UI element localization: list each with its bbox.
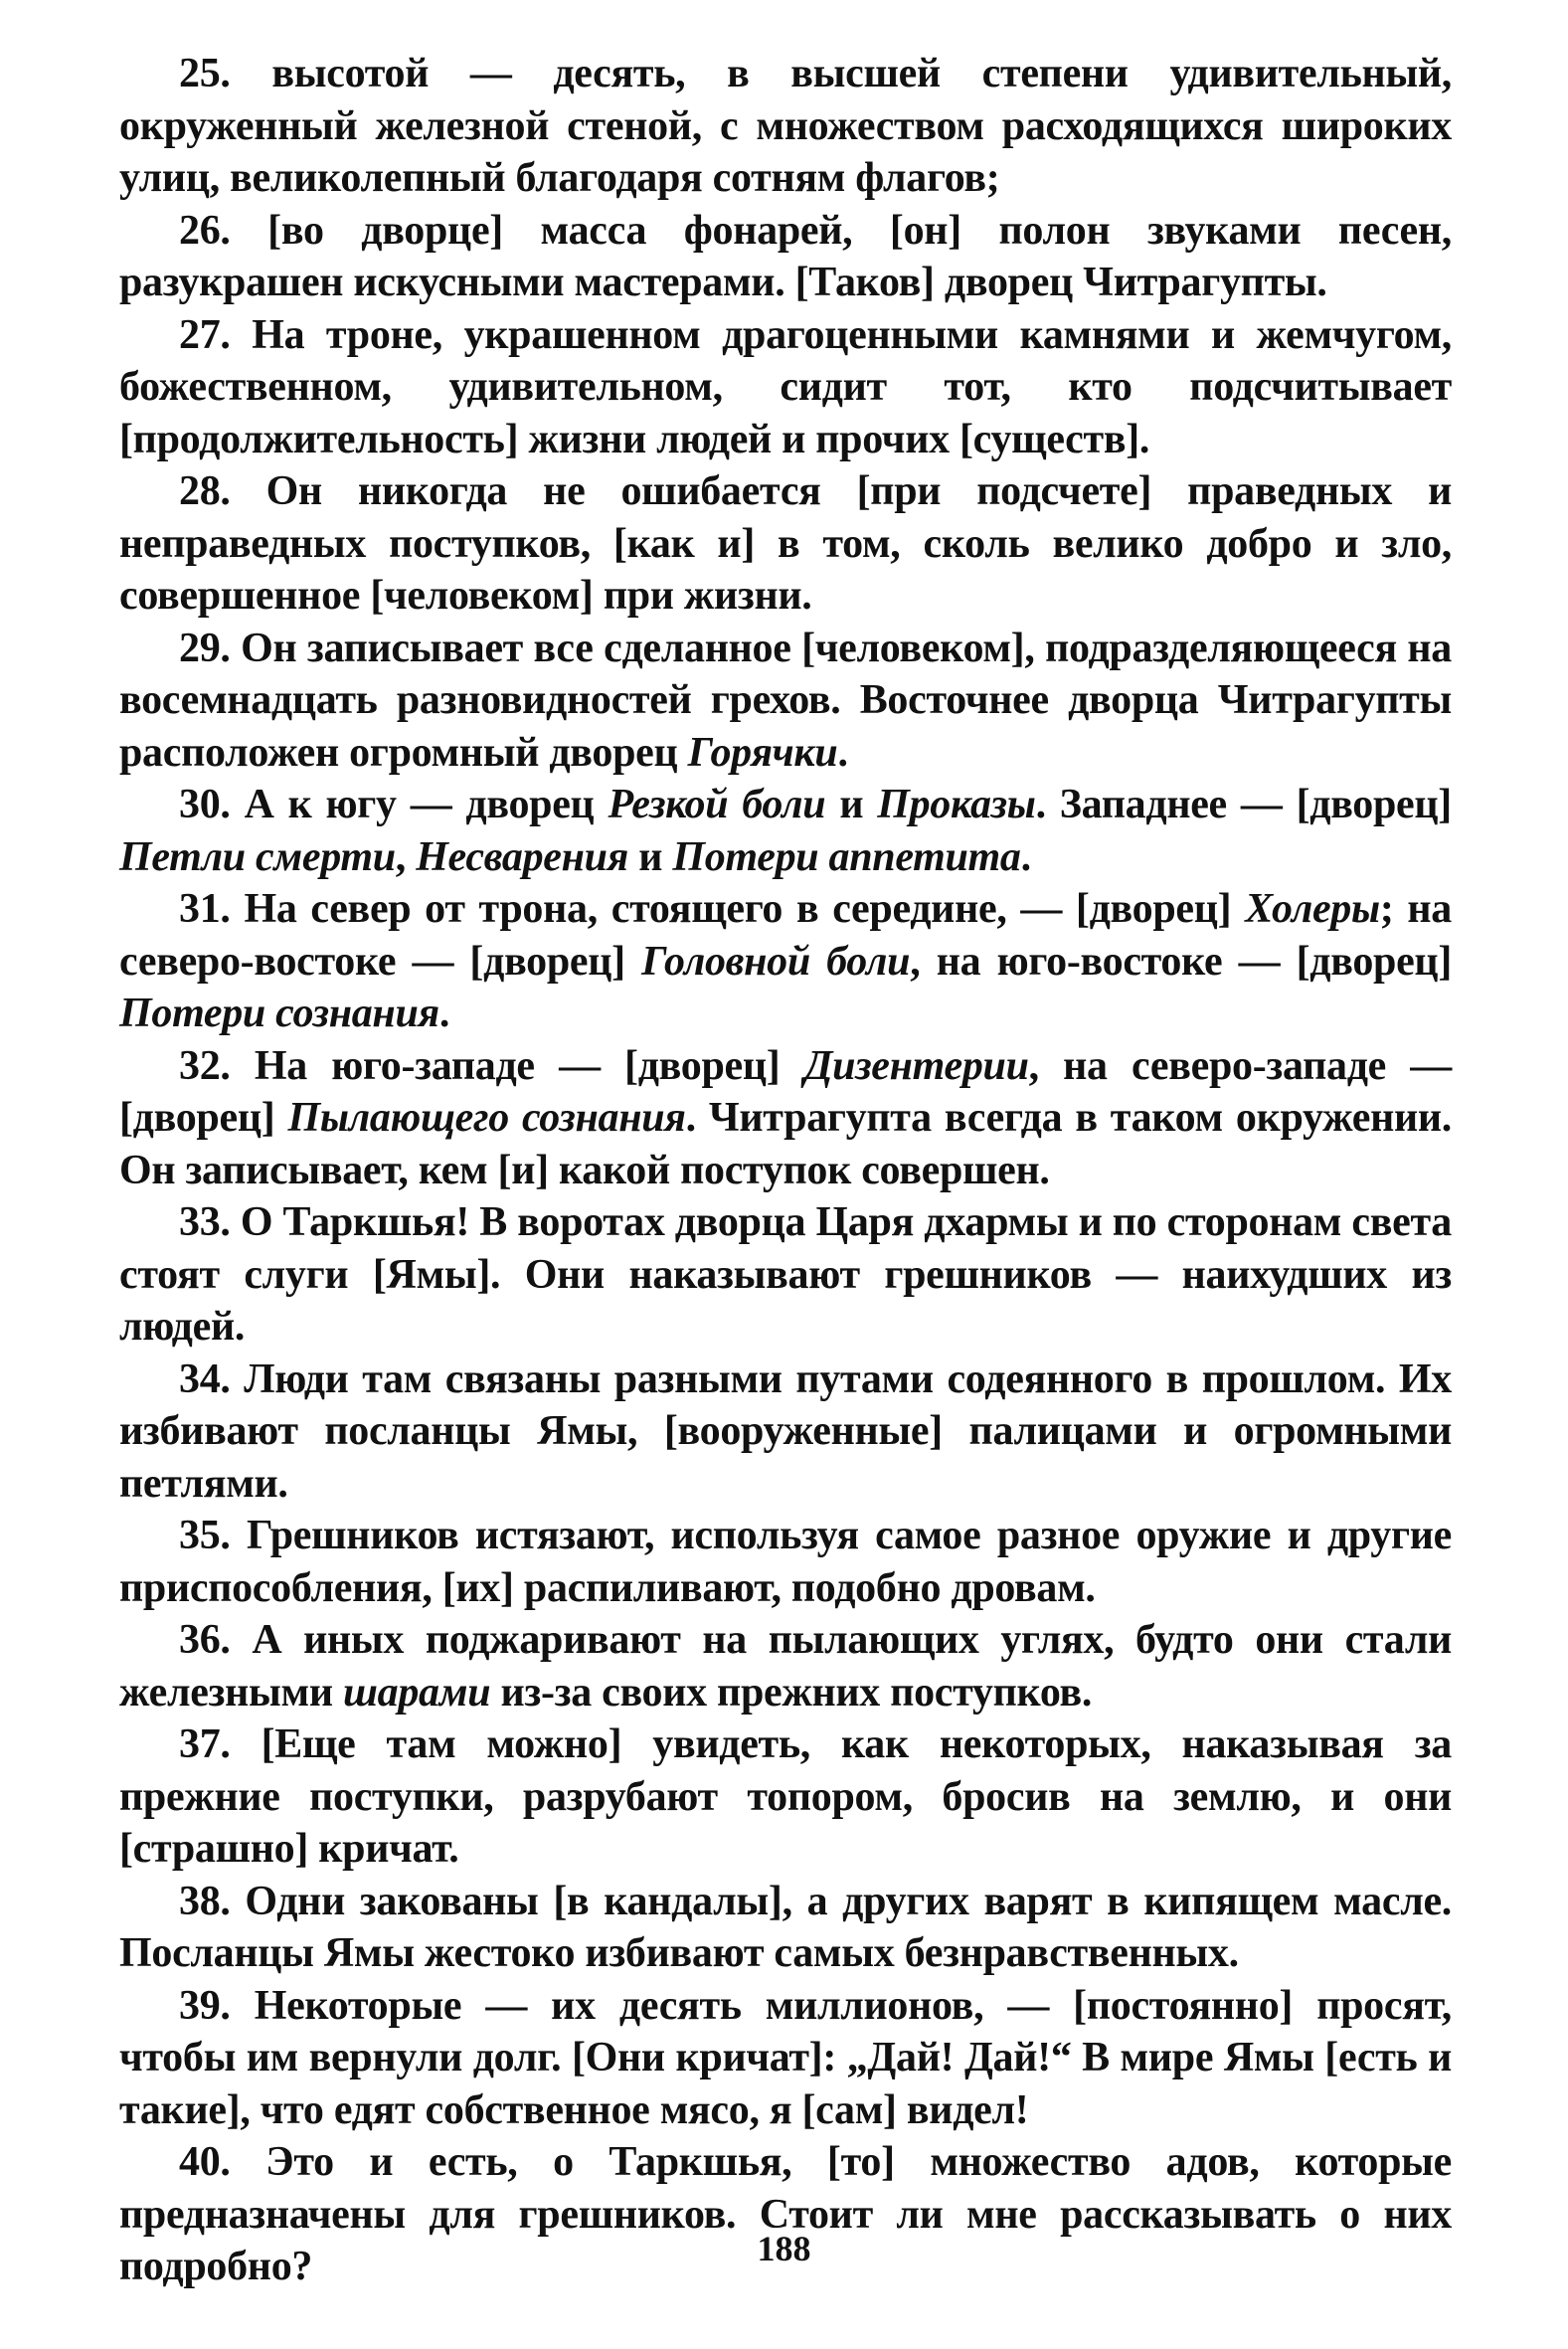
text-run: 27. На троне, украшенном драгоценными камнями и жемчугом, божественном, удивительном, сидит тот, кто подсчитывает [продолжительность] жизни людей и прочих [существ]. (119, 311, 1452, 462)
italic-text: Потери аппетита (672, 833, 1021, 880)
text-run: 25. высотой — десять, в высшей степени удивительный, окруженный железной стеной, с множеством расходящихся широких улиц, великолепный благодаря сотням флагов; (119, 51, 1452, 201)
text-run: 40. Это и есть, о Таркшья, [то] множество адов, которые предназначены для грешников. Стоит ли мне рассказывать о них подробно? (119, 2139, 1452, 2289)
italic-text: Несварения (416, 833, 629, 880)
text-run: 33. О Таркшья! В воротах дворца Царя дхармы и по сторонам света стоят слуги [Ямы]. Они наказывают грешников — наихудших из людей. (119, 1199, 1452, 1350)
paragraph (119, 1196, 1452, 1354)
text-run: 38. Одни закованы [в кандалы], а других варят в кипящем масле. Посланцы Ямы жестоко избивают самых безнравственных. (119, 1878, 1452, 1976)
text-run: 35. Грешников истязают, используя самое разное оружие и другие приспособления, [их] распиливают, подобно дровам. (119, 1513, 1452, 1611)
page-number: 188 (757, 2229, 811, 2268)
paragraph (119, 48, 1452, 205)
paragraph (119, 883, 1452, 1040)
text-run: 31. На север от трона, стоящего в середине, — [дворец] (179, 886, 1246, 932)
text-run: 36. А иных поджаривают на пылающих углях, будто они стали железными (119, 1617, 1452, 1716)
text-run: 32. На юго-западе — [дворец] (179, 1042, 804, 1089)
paragraph (119, 1510, 1452, 1614)
text-run: , (395, 833, 417, 880)
italic-text: Холеры (1245, 886, 1380, 932)
paragraph (119, 1980, 1452, 2137)
text-run: и (628, 833, 673, 880)
text-run: , на юго-востоке — [дворец] (910, 938, 1453, 985)
italic-text: Дизентерии (803, 1042, 1029, 1089)
paragraph (119, 205, 1452, 309)
italic-text: Петли смерти (119, 833, 396, 880)
text-column (119, 48, 1452, 2293)
paragraph (119, 1718, 1452, 1876)
text-run: и (825, 782, 878, 827)
italic-text: Пылающего сознания (287, 1095, 686, 1141)
paragraph (119, 1614, 1452, 1718)
paragraph (119, 465, 1452, 623)
page-body (119, 48, 1452, 2293)
paragraph (119, 623, 1452, 780)
italic-text: шарами (342, 1669, 491, 1716)
paragraph (119, 779, 1452, 883)
text-run: из-за своих прежних поступков. (490, 1669, 1093, 1716)
paragraph (119, 309, 1452, 466)
text-run: 30. А к югу — дворец (179, 782, 609, 827)
paragraph (119, 1040, 1452, 1197)
italic-text: Потери сознания (119, 991, 439, 1036)
italic-text: Горячки (687, 729, 838, 776)
text-run: . Читрагупта всегда в таком окружении. Он записывает, кем [и] какой поступок совершен. (119, 1095, 1452, 1193)
text-run: 26. [во дворце] масса фонарей, [он] полон звуками песен, разукрашен искусными мастерами. [Таков] дворец Читрагупты. (119, 207, 1452, 305)
text-run: 37. [Еще там можно] увидеть, как некоторых, наказывая за прежние поступки, разрубают топором, бросив на землю, и они [страшно] кричат. (119, 1721, 1452, 1872)
italic-text: Резкой боли (608, 782, 826, 827)
text-run: , на северо-западе — [дворец] (119, 1042, 1452, 1141)
text-run: 39. Некоторые — их десять миллионов, — [постоянно] просят, чтобы им вернули долг. [Они кричат]: „Дай! Дай!“ В мире Ямы [есть и такие], что едят собственное мясо, я [сам] видел! (119, 1982, 1452, 2133)
text-run: 28. Он никогда не ошибается [при подсчете] праведных и неправедных поступков, [как и] в том, сколь велико добро и зло, совершенное [человеком] при жизни. (119, 468, 1452, 619)
text-run: ; на северо-востоке — [дворец] (119, 886, 1452, 985)
text-run: . (1020, 833, 1031, 880)
text-run: . (438, 991, 450, 1036)
text-run: 29. Он записывает все сделанное [человеком], подразделяющееся на восемнадцать разновидностей грехов. Восточнее дворца Читрагупты расположен огромный дворец (119, 625, 1452, 776)
paragraph (119, 1354, 1452, 1511)
paragraph (119, 1876, 1452, 1980)
italic-text: Проказы (877, 782, 1036, 827)
text-run: 34. Люди там связаны разными путами содеянного в прошлом. Их избивают посланцы Ямы, [вооруженные] палицами и огромными петлями. (119, 1355, 1452, 1507)
text-run: . (837, 729, 848, 776)
italic-text: Головной боли (641, 938, 911, 985)
text-run: . Западнее — [дворец] (1035, 782, 1452, 827)
